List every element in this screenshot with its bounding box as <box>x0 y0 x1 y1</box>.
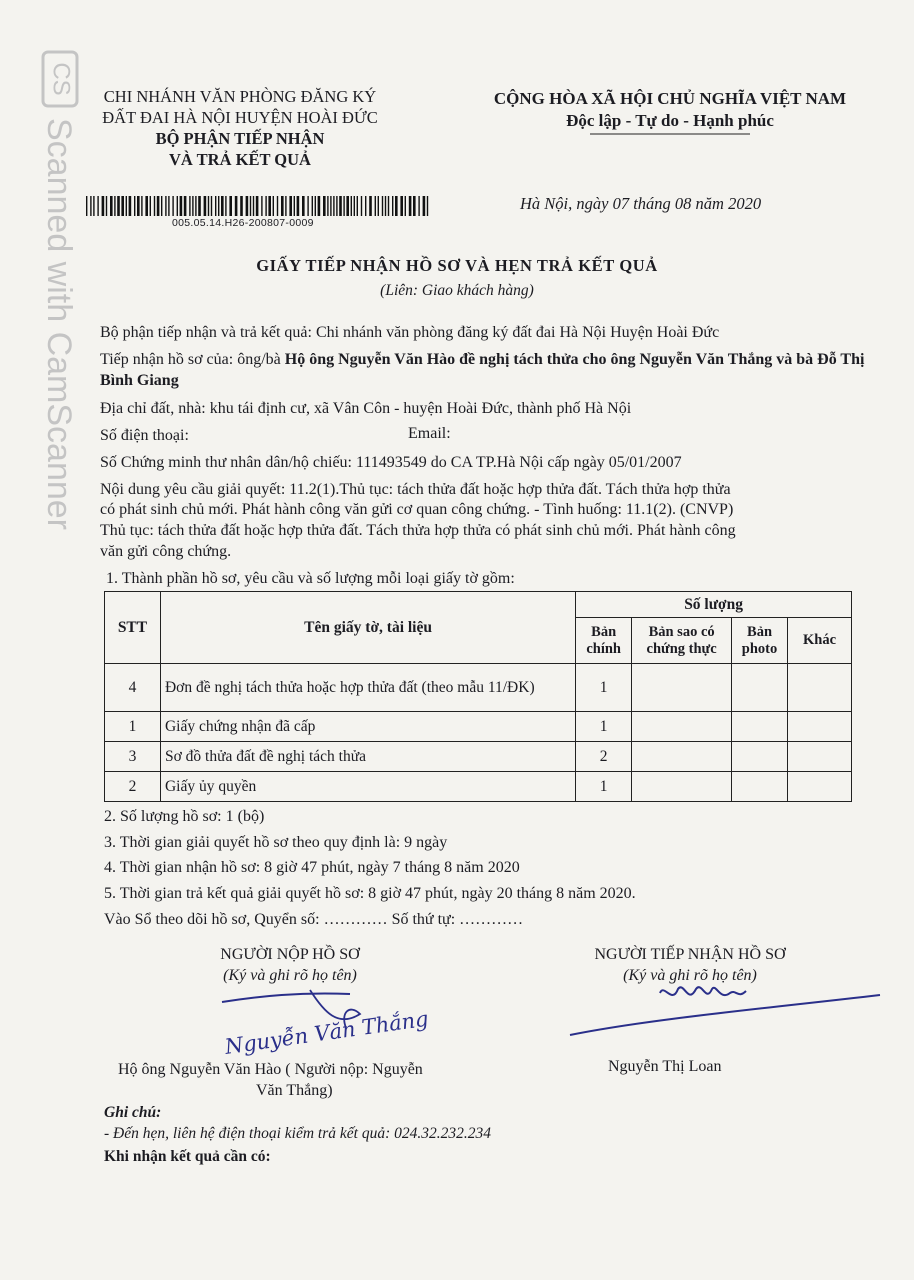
header-quantity: Số lượng <box>576 592 852 618</box>
email-label: Email: <box>408 425 451 442</box>
submitter-heading: NGƯỜI NỘP HỒ SƠ <box>220 946 360 963</box>
submitter-name-line-2: Văn Thắng) <box>256 1082 333 1099</box>
row-original-count: 1 <box>576 712 632 742</box>
receiver-hint: (Ký và ghi rõ họ tên) <box>623 967 757 984</box>
department-line-1: BỘ PHẬN TIẾP NHẬN <box>155 129 325 148</box>
header-other: Khác <box>788 618 852 664</box>
address-row: Địa chỉ đất, nhà: khu tái định cư, xã Vân Côn - huyện Hoài Đức, thành phố Hà Nội <box>100 400 632 417</box>
motto-underline <box>440 132 900 136</box>
document-title: GIẤY TIẾP NHẬN HỒ SƠ VÀ HẸN TRẢ KẾT QUẢ <box>256 256 658 275</box>
department-line-2: VÀ TRẢ KẾT QUẢ <box>169 150 311 169</box>
agency-line-1: CHI NHÁNH VĂN PHÒNG ĐĂNG KÝ <box>103 87 377 106</box>
row-original-count: 1 <box>576 772 632 802</box>
header-document-name: Tên giấy tờ, tài liệu <box>160 592 575 664</box>
received-time: 4. Thời gian nhận hồ sơ: 8 giờ 47 phút, ngày 7 tháng 8 năm 2020 <box>104 859 520 876</box>
header-original: Bản chính <box>576 618 632 664</box>
row-document-name: Sơ đồ thửa đất đề nghị tách thửa <box>160 742 575 772</box>
national-motto: Độc lập - Tự do - Hạnh phúc <box>566 111 774 130</box>
watermark-text: Scanned with CamScanner <box>40 118 78 531</box>
national-title: CỘNG HÒA XÃ HỘI CHỦ NGHĨA VIỆT NAM <box>493 89 847 108</box>
submitter-name-line-1: Hộ ông Nguyễn Văn Hào ( Người nộp: Nguyễn <box>118 1061 423 1078</box>
department-label: Bộ phận tiếp nhận và trả kết quả: <box>100 324 316 341</box>
row-document-name: Đơn đề nghị tách thửa hoặc hợp thửa đất (theo mẫu 11/ĐK) <box>160 664 575 712</box>
section-1-heading: 1. Thành phần hồ sơ, yêu cầu và số lượng mỗi loại giấy tờ gồm: <box>106 570 515 587</box>
row-document-name: Giấy ủy quyền <box>160 772 575 802</box>
agency-header <box>60 86 420 170</box>
notes-required: Khi nhận kết quả cần có: <box>104 1148 271 1165</box>
row-original-count: 1 <box>576 664 632 712</box>
barcode <box>86 196 432 218</box>
table-row <box>105 742 852 772</box>
header-stt: STT <box>105 592 161 664</box>
processing-duration: 3. Thời gian giải quyết hồ sơ theo quy định là: 9 ngày <box>104 834 448 851</box>
receiver-name: Nguyễn Thị Loan <box>608 1058 722 1075</box>
department-value: Chi nhánh văn phòng đăng ký đất đai Hà Nội Huyện Hoài Đức <box>315 324 720 341</box>
receiver-heading: NGƯỜI TIẾP NHẬN HỒ SƠ <box>594 946 786 963</box>
row-stt: 3 <box>105 742 161 772</box>
header-certified-copy: Bản sao có chứng thực <box>632 618 732 664</box>
barcode-number: 005.05.14.H26-200807-0009 <box>172 217 314 229</box>
request-line-4: văn gửi công chứng. <box>100 543 232 560</box>
notes-contact: - Đến hẹn, liên hệ điện thoại kiểm trả kết quả: 024.32.232.234 <box>104 1125 491 1142</box>
request-line-3: Thủ tục: tách thửa đất hoặc hợp thửa đất. Tách thửa hợp thửa có phát sinh chủ mới. Phát hành công <box>100 522 736 539</box>
applicant-label: Tiếp nhận hồ sơ của: ông/bà <box>100 351 285 368</box>
submitter-name <box>118 1059 488 1101</box>
documents-table <box>104 591 852 802</box>
table-row <box>105 712 852 742</box>
request-line-2: có phát sinh chủ mới. Phát hành công văn gửi cơ quan công chứng. - Tình huống: 11.1(2). (CNVP) <box>100 501 734 518</box>
phone-label: Số điện thoại: <box>100 427 189 444</box>
id-card-row: Số Chứng minh thư nhân dân/hộ chiếu: 111493549 do CA TP.Hà Nội cấp ngày 05/01/2007 <box>100 454 682 471</box>
register-book: Vào Sổ theo dõi hồ sơ, Quyển số: ………… Số thứ tự: ………… <box>104 911 524 928</box>
header-photocopy: Bản photo <box>732 618 788 664</box>
notes-heading: Ghi chú: <box>104 1104 162 1121</box>
submitter-handwriting: Nguyễn Văn Thắng <box>223 1006 430 1059</box>
watermark-badge: CS <box>47 62 75 96</box>
document-subtitle: (Liên: Giao khách hàng) <box>380 282 534 299</box>
table-row <box>105 664 852 712</box>
receiver-signature <box>560 975 890 1045</box>
dossier-count: 2. Số lượng hồ sơ: 1 (bộ) <box>104 808 265 825</box>
request-line-1: Nội dung yêu cầu giải quyết: 11.2(1).Thủ tục: tách thửa đất hoặc hợp thửa đất. Tách thửa hợp thửa <box>100 481 731 498</box>
submitter-hint: (Ký và ghi rõ họ tên) <box>223 967 357 984</box>
issue-date: Hà Nội, ngày 07 tháng 08 năm 2020 <box>520 194 762 213</box>
table-row <box>105 772 852 802</box>
row-stt: 2 <box>105 772 161 802</box>
agency-line-2: ĐẤT ĐAI HÀ NỘI HUYỆN HOÀI ĐỨC <box>102 108 378 127</box>
return-time: 5. Thời gian trả kết quả giải quyết hồ sơ: 8 giờ 47 phút, ngày 20 tháng 8 năm 2020. <box>104 885 636 902</box>
submitter-block <box>150 944 430 986</box>
row-document-name: Giấy chứng nhận đã cấp <box>160 712 575 742</box>
applicant-value: Hộ ông Nguyễn Văn Hào đề nghị tách thửa cho ông Nguyễn Văn Thắng và bà Đỗ Thị Bình Giang <box>100 351 865 389</box>
row-stt: 4 <box>105 664 161 712</box>
row-original-count: 2 <box>576 742 632 772</box>
national-header <box>440 88 900 136</box>
row-stt: 1 <box>105 712 161 742</box>
applicant-row <box>100 349 870 391</box>
department-row <box>100 322 870 343</box>
